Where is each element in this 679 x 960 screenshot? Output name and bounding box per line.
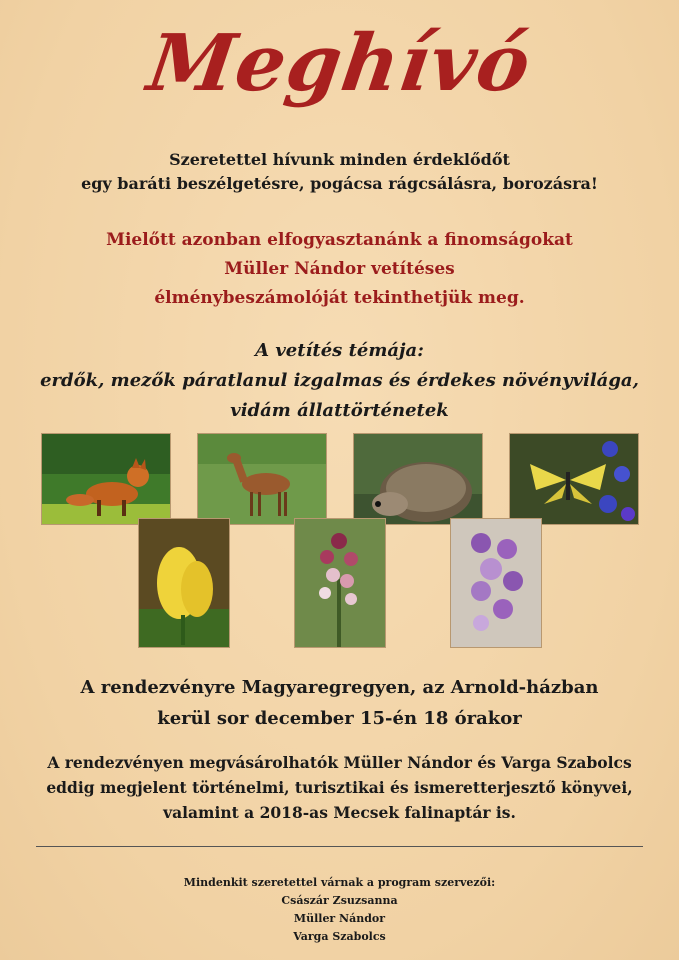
organizer-name: Müller Nándor (293, 912, 386, 925)
butterfly-photo (509, 433, 639, 525)
highlight-line-3: élménybeszámolóját tekinthetjük meg. (154, 288, 525, 308)
intro-line-1: Szeretettel hívunk minden érdeklődőt (169, 150, 510, 169)
topic-line-2: vidám állattörténetek (230, 400, 449, 421)
event-line-1: A rendezvényre Magyaregregyen, az Arnold-házban (80, 677, 599, 698)
divider (36, 846, 643, 847)
intro-text (0, 148, 679, 196)
highlight-line-1: Mielőtt azonban elfogyasztanánk a finomságokat (106, 230, 573, 250)
books-line-2: eddig megjelent történelmi, turisztikai és ismeretterjesztő könyvei, (46, 778, 633, 797)
footer-heading: Mindenkit szeretettel várnak a program szervezői: (183, 876, 496, 889)
books-line-1: A rendezvényen megvásárolhatók Müller Nándor és Varga Szabolcs (47, 753, 632, 772)
topic-line-1: erdők, mezők páratlanul izgalmas és érdekes növényvilága, (40, 370, 639, 391)
event-details (0, 672, 679, 734)
yellow-flower-photo (138, 518, 230, 648)
deer-photo (197, 433, 327, 525)
books-text (0, 750, 679, 825)
footer (0, 874, 679, 946)
organizer-name: Varga Szabolcs (293, 930, 386, 943)
fox-photo (41, 433, 171, 525)
organizer-name: Császár Zsuzsanna (281, 894, 398, 907)
orchid-photo-1 (294, 518, 386, 648)
highlight-text (0, 226, 679, 313)
highlight-line-2: Müller Nándor vetítéses (224, 259, 455, 279)
event-line-2: kerül sor december 15-én 18 órakor (157, 708, 522, 729)
books-line-3: valamint a 2018-as Mecsek falinaptár is. (163, 803, 516, 822)
intro-line-2: egy baráti beszélgetésre, pogácsa rágcsálásra, borozásra! (81, 174, 598, 193)
topic-heading: A vetítés témája: (255, 340, 424, 361)
orchid-photo-2 (450, 518, 542, 648)
topic-text (0, 336, 679, 426)
page-title: Meghívó (142, 18, 537, 109)
hedgehog-photo (353, 433, 483, 525)
